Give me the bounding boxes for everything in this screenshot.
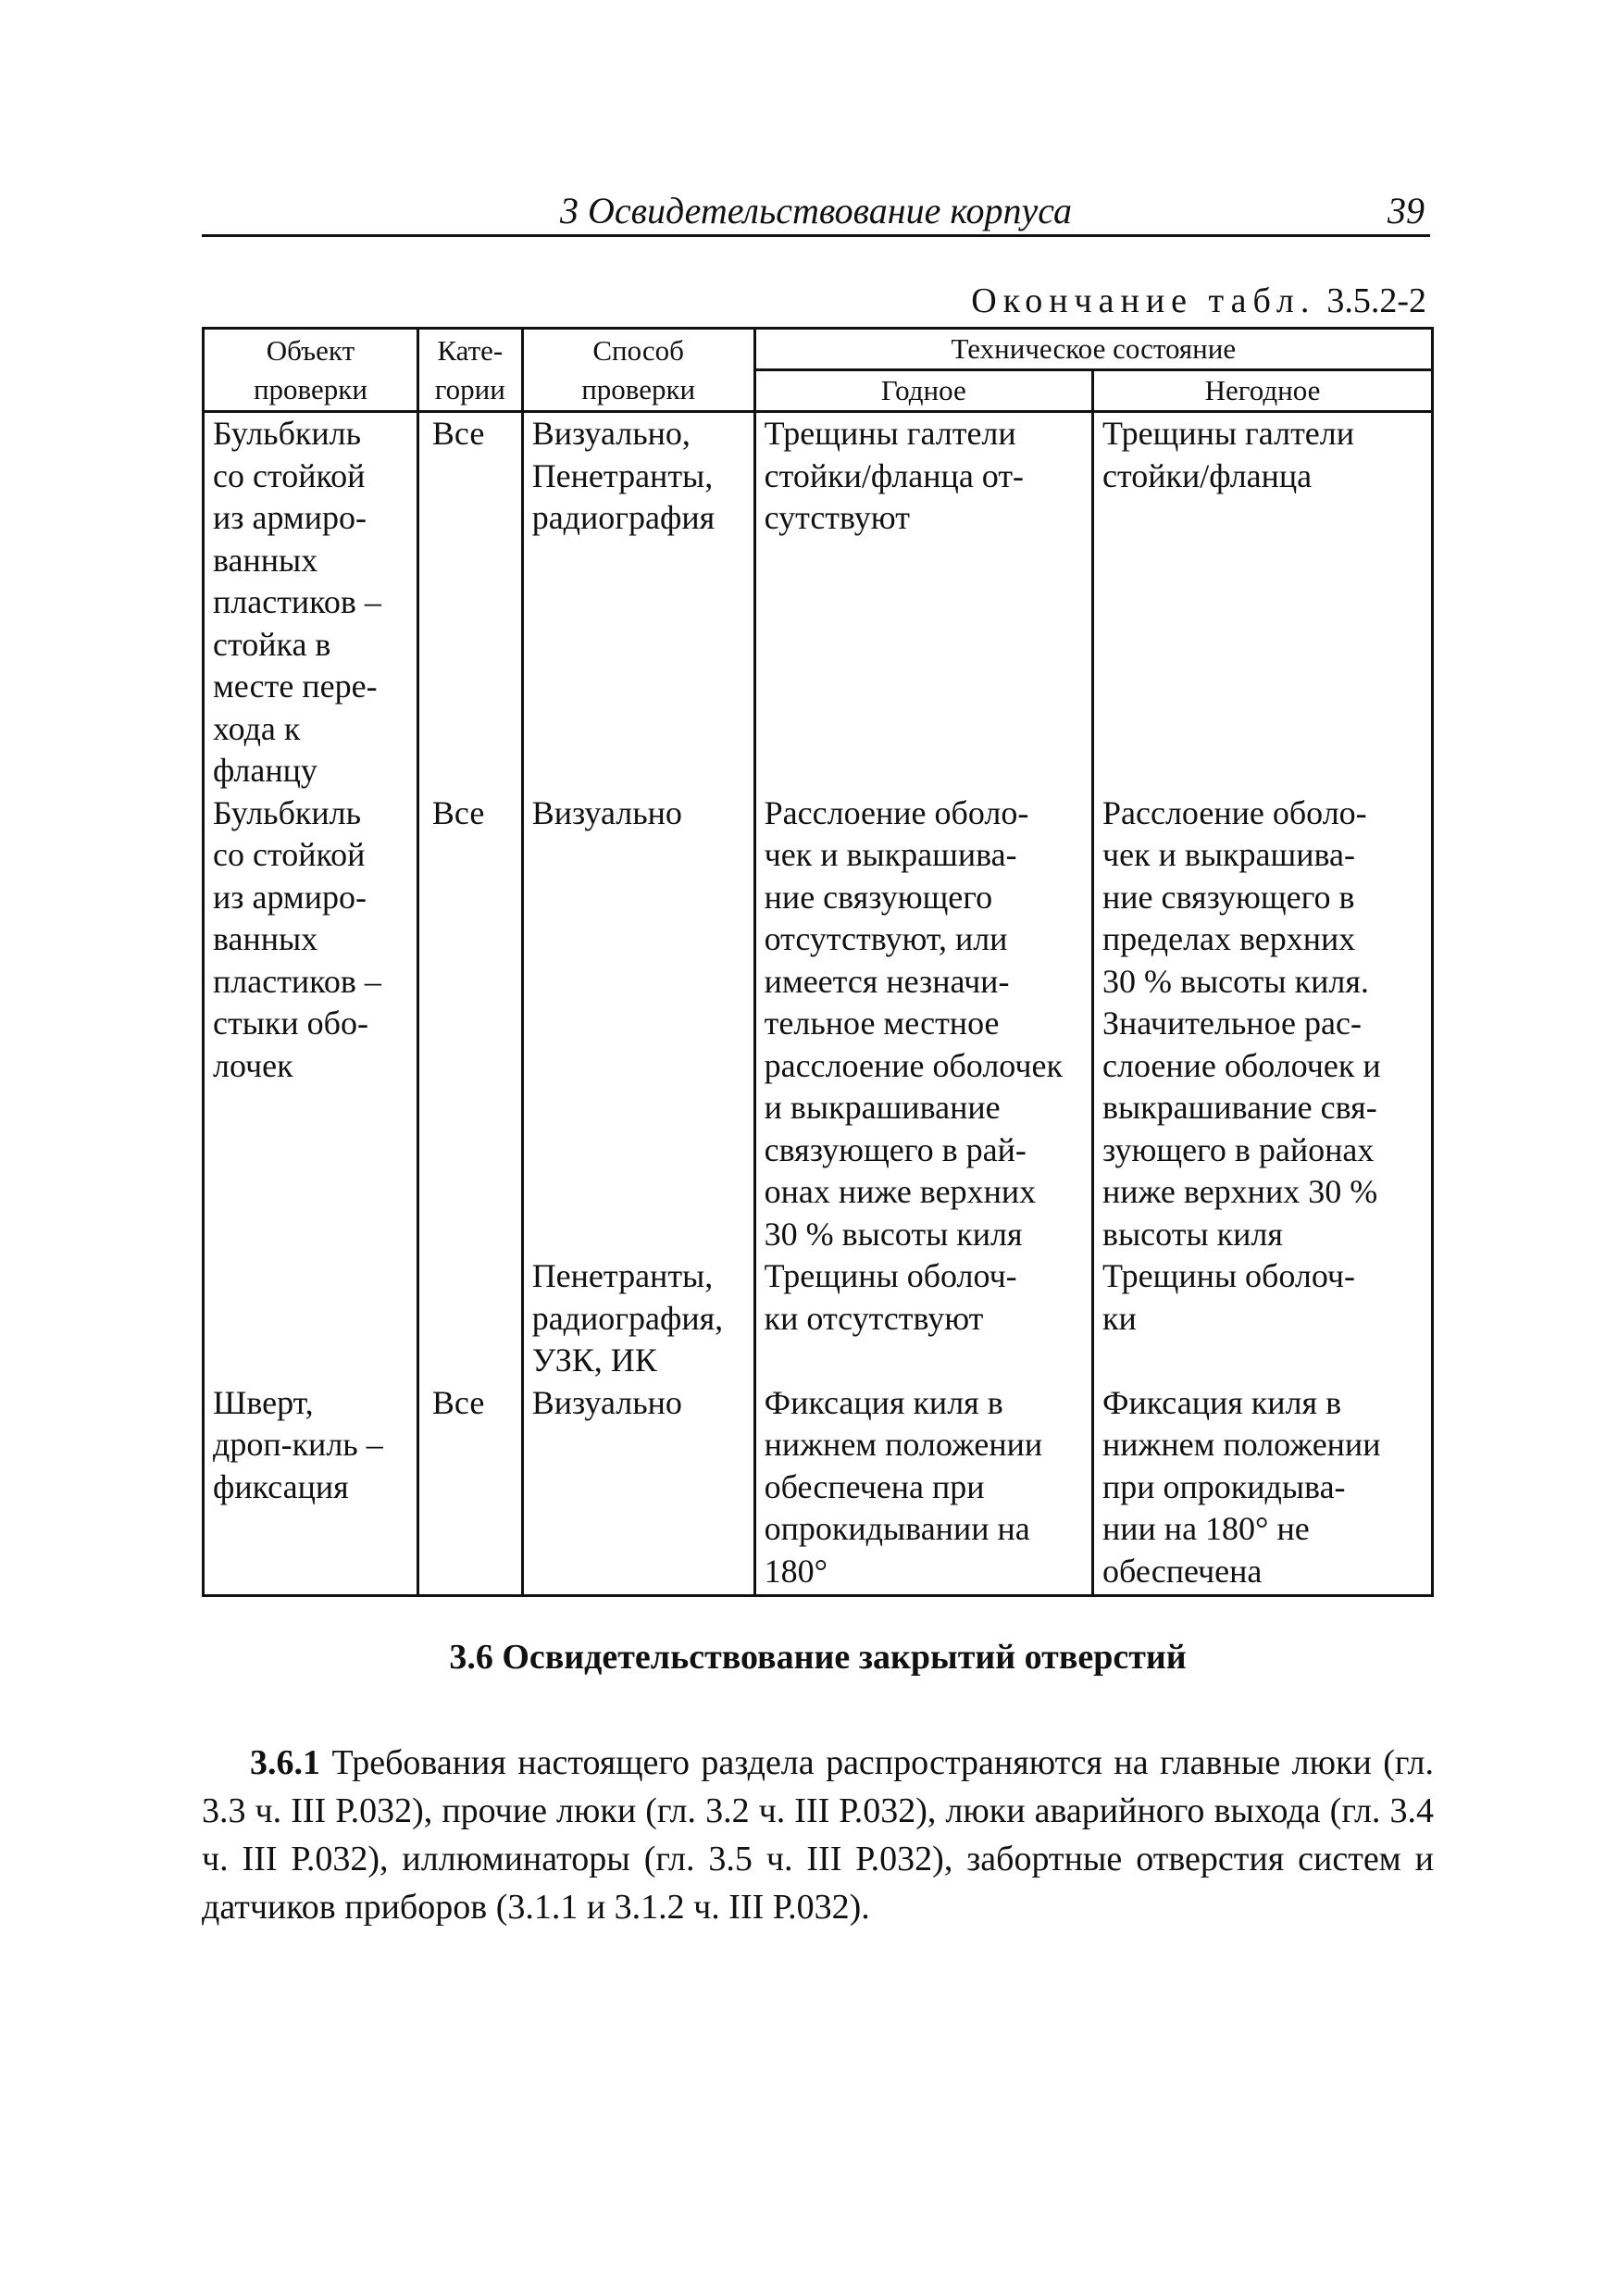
header-tech-state: Техническое состояние	[754, 329, 1432, 370]
cell-method: Визуально	[522, 792, 754, 1256]
cell-bad: Расслоение оболо- чек и выкрашива- ние связующего в пределах верхних 30 % высоты киля. Значительное рас- слоение оболочек и выкрашивание свя- зующего в районах ниже верхних 30 % высоты киля	[1093, 792, 1433, 1256]
cell-category: Все	[417, 792, 522, 1256]
cell-method: Визуально, Пенетранты, радиография	[522, 412, 754, 792]
section-heading: 3.6 Освидетельствование закрытий отверстий	[449, 1638, 1187, 1677]
table-caption	[971, 278, 1426, 324]
page-number: 39	[1388, 190, 1425, 231]
cell-category: Все	[417, 1382, 522, 1596]
running-header	[202, 188, 1430, 237]
cell-category	[417, 1255, 522, 1382]
cell-good: Трещины оболоч- ки отсутствуют	[754, 1255, 1092, 1382]
cell-bad: Трещины галтели стойки/фланца	[1093, 412, 1433, 792]
table-row	[204, 1255, 1433, 1382]
header-bad: Негодное	[1093, 370, 1433, 412]
cell-object: Бульбкиль со стойкой из армиро- ванных пластиков – стыки обо- лочек	[204, 792, 418, 1256]
header-method: Способ проверки	[522, 329, 754, 412]
cell-category: Все	[417, 412, 522, 792]
paragraph-text: Требования настоящего раздела распространяются на главные люки (гл. 3.3 ч. III Р.032), прочие люки (гл. 3.2 ч. III Р.032), люки аварийного выхода (гл. 3.4 ч. III Р.032), иллюминаторы (гл. 3.5 ч. III Р.032), забортные отверстия систем и датчиков приборов (3.1.1 и 3.1.2 ч. III Р.032).	[202, 1743, 1435, 1927]
cell-object: Шверт, дроп-киль – фиксация	[204, 1382, 418, 1596]
cell-object: Бульбкиль со стойкой из армиро- ванных пластиков – стойка в месте пере- хода к фланцу	[204, 412, 418, 792]
cell-method: Пенетранты, радиография, УЗК, ИК	[522, 1255, 754, 1382]
cell-good: Фиксация киля в нижнем положении обеспечена при опрокидывании на 180°	[754, 1382, 1092, 1596]
header-good: Годное	[754, 370, 1092, 412]
table-caption-prefix: Окончание табл.	[971, 281, 1316, 320]
table-caption-number: 3.5.2-2	[1326, 281, 1426, 320]
header-category: Кате- гории	[417, 329, 522, 412]
paragraph-number: 3.6.1	[250, 1743, 320, 1782]
cell-bad: Фиксация киля в нижнем положении при опрокидыва- нии на 180° не обеспечена	[1093, 1382, 1433, 1596]
inspection-table	[202, 327, 1434, 1597]
table-row	[204, 412, 1433, 792]
chapter-title: 3 Освидетельствование корпуса	[559, 190, 1073, 231]
table-row	[204, 1382, 1433, 1596]
cell-object	[204, 1255, 418, 1382]
cell-method: Визуально	[522, 1382, 754, 1596]
cell-good: Расслоение оболо- чек и выкрашива- ние связующего отсутствуют, или имеется незначи- тельное местное расслоение оболочек и выкрашивание связующего в рай- онах ниже верхних 30 % высоты киля	[754, 792, 1092, 1256]
section-paragraph	[202, 1739, 1434, 1931]
table-row	[204, 792, 1433, 1256]
cell-bad: Трещины оболоч- ки	[1093, 1255, 1433, 1382]
cell-good: Трещины галтели стойки/фланца от- сутствуют	[754, 412, 1092, 792]
header-object: Объект проверки	[204, 329, 418, 412]
